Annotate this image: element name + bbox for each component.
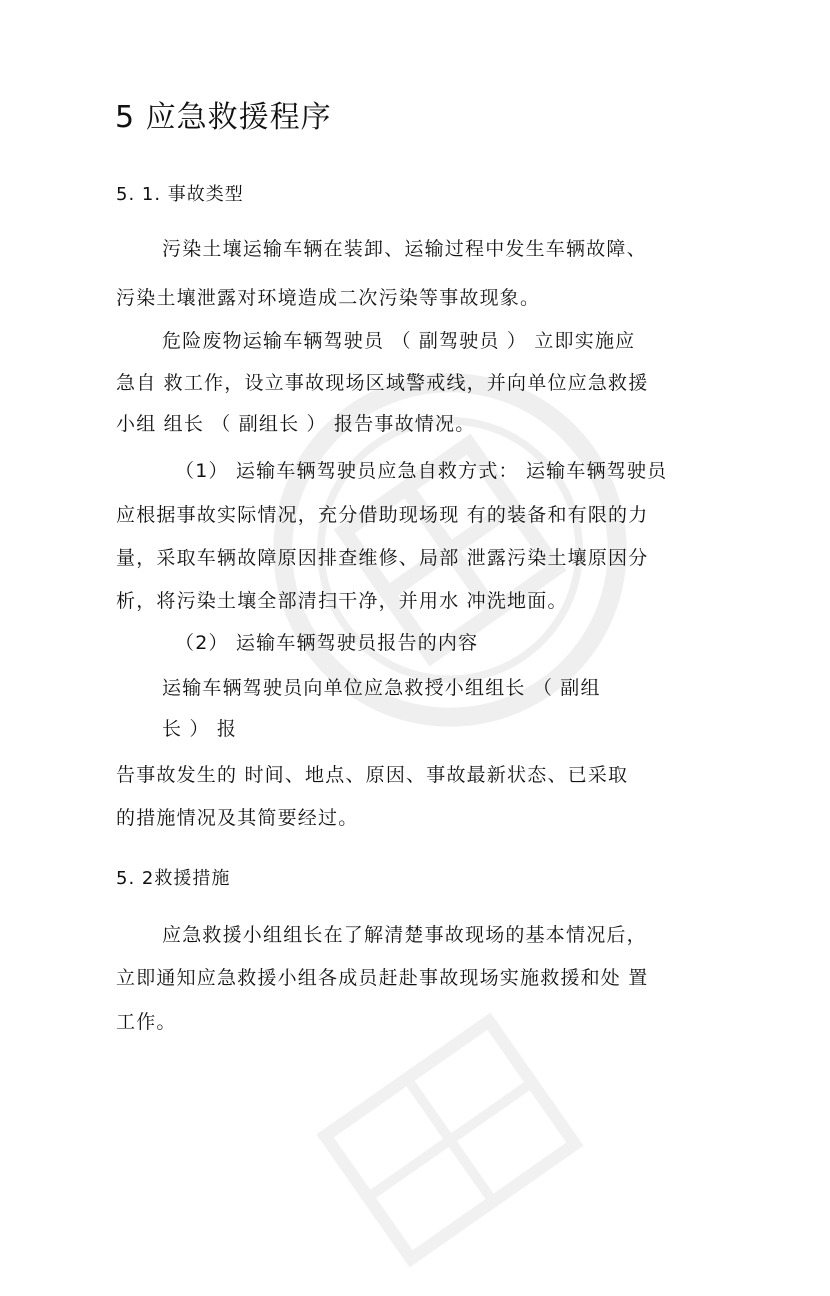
paragraph-line: 急自 救工作，设立事故现场区域警戒线，并向单位应急救援 (116, 372, 649, 394)
paragraph-line: 立即通知应急救援小组各成员赶赴事故现场实施救援和处 置 (116, 967, 649, 989)
paragraph-line: 的措施情况及其简要经过。 (116, 807, 359, 829)
paragraph-line: 小组 组长 （ 副组长 ） 报告事故情况。 (116, 413, 476, 435)
paragraph-line: 污染土壤运输车辆在装卸、运输过程中发生车辆故障、 (162, 238, 647, 260)
page-title: 5 应急救援程序 (115, 100, 332, 135)
paragraph-line: 告事故发生的 时间、地点、原因、事故最新状态、已采取 (116, 764, 629, 786)
paragraph-line: 工作。 (116, 1011, 177, 1033)
subheading: （2） 运输车辆驾驶员报告的内容 (175, 632, 479, 654)
paragraph-line: 危险废物运输车辆驾驶员 （ 副驾驶员 ） 立即实施应 (162, 330, 636, 352)
paragraph-line: 析，将污染土壤全部清扫干净，并用水 冲洗地面。 (116, 590, 568, 612)
paragraph-line: 量，采取车辆故障原因排查维修、局部 泄露污染土壤原因分 (116, 547, 649, 569)
paragraph-line: 长 ） 报 (162, 718, 238, 740)
paragraph-line: 应根据事故实际情况，充分借助现场现 有的装备和有限的力 (116, 504, 649, 526)
section-heading-5-1: 5. 1. 事故类型 (116, 184, 244, 205)
paragraph-line: 应急救援小组组长在了解清楚事故现场的基本情况后， (162, 924, 647, 946)
paragraph-line: 运输车辆驾驶员向单位应急救授小组组长 （ 副组 (162, 677, 601, 699)
paragraph-line: 污染土壤泄露对环境造成二次污染等事故现象。 (116, 287, 541, 309)
paragraph-line: （1） 运输车辆驾驶员应急自救方式： 运输车辆驾驶员 (175, 460, 668, 482)
seal-watermark-icon (286, 984, 614, 1296)
section-heading-5-2: 5. 2救援措施 (116, 868, 231, 889)
